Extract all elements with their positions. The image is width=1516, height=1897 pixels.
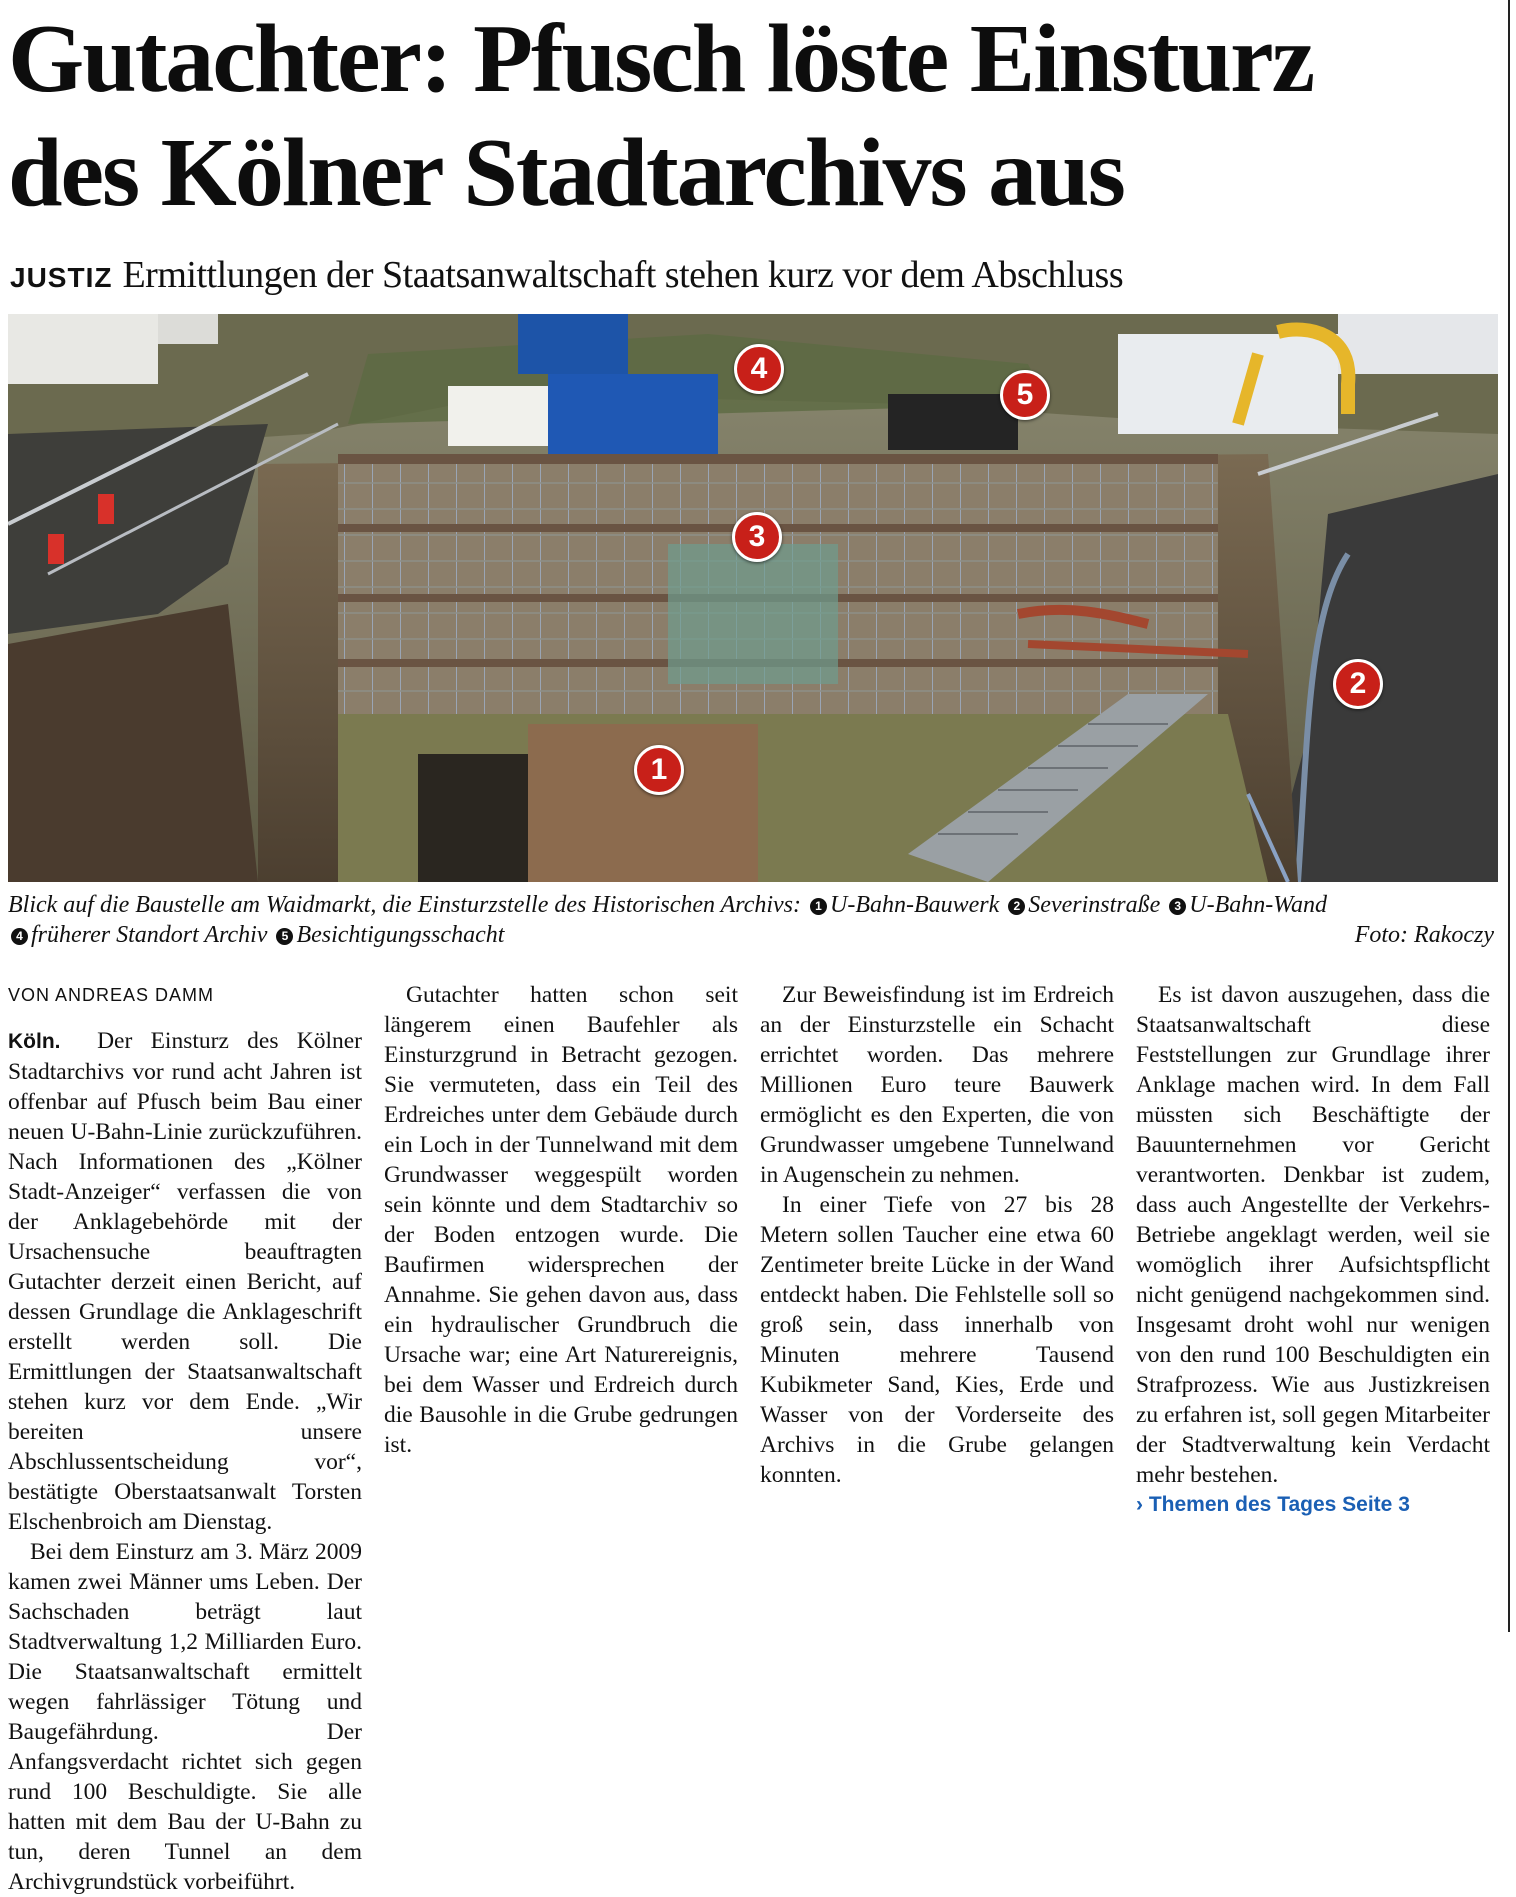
paragraph-3-text: Gutachter hatten schon seit längerem einen Baufehler als Einsturzgrund in Betracht gezogen. Sie vermuteten, dass ein Teil des Erdreiches unter dem Gebäude durch ein Loch in der Tunnelwand mit dem Grundwasser weggespült worden sein könnte und dem Stadtarchiv so der Boden entzogen wurde. Die Baufirmen widersprechen der Annahme. Sie gehen davon aus, dass ein hydraulischer Grundbruch die Ursache war; eine Art Naturereignis, bei dem Wasser und Erdreich durch die Bausohle in die Grube gedrungen ist. (384, 982, 738, 1458)
caption-number-4: 4 (11, 928, 28, 945)
photo-marker-3: 3 (732, 512, 782, 562)
photo-marker-4: 4 (734, 344, 784, 394)
photo-credit: Foto: Rakoczy (1354, 922, 1494, 948)
caption-number-2: 2 (1008, 898, 1025, 915)
caption-label-1: U-Bahn-Bauwerk (830, 892, 1000, 918)
photo-marker-2: 2 (1333, 659, 1383, 709)
paragraph-5 (760, 1190, 1114, 1490)
photo-caption (8, 890, 1498, 950)
subheadline (10, 253, 1123, 297)
caption-label-5: Besichtigungsschacht (296, 922, 505, 948)
caption-number-5: 5 (276, 928, 293, 945)
headline (8, 2, 1498, 230)
caption-label-3: U-Bahn-Wand (1189, 892, 1328, 918)
paragraph-6-text: Es ist davon auszugehen, dass die Staatsanwaltschaft diese Feststellungen zur Grundlage ihrer Anklage machen wird. In dem Fall müssten sich Beschäftigte der Bauunternehmen vor Gericht verantworten. Denkbar ist zudem, dass auch Angestellte der Verkehrs-Betriebe angeklagt werden, weil sie womöglich ihrer Aufsichtspflicht nicht genügend nachgekommen sind. Insgesamt droht wohl nur wenigen von den rund 100 Beschuldigten ein Strafprozess. Wie aus Justizkreisen zu erfahren ist, soll gegen Mitarbeiter der Stadtverwaltung kein Verdacht mehr bestehen. (1136, 982, 1490, 1488)
paragraph-4-text: Zur Beweisfindung ist im Erdreich an der Einsturzstelle ein Schacht errichtet worden. Das mehrere Millionen Euro teure Bauwerk ermöglicht es den Experten, die von Grundwasser umgebene Tunnelwand in Augenschein zu nehmen. (760, 982, 1114, 1188)
section-kicker: JUSTIZ (10, 262, 113, 293)
caption-number-3: 3 (1169, 898, 1186, 915)
caption-line-1 (8, 890, 1498, 920)
paragraph-5-text: In einer Tiefe von 27 bis 28 Metern sollen Taucher eine etwa 60 Zentimeter breite Lücke in der Wand entdeckt haben. Die Fehlstelle soll so groß sein, dass innerhalb von Minuten mehrere Tausend Kubikmeter Sand, Kies, Erde und Wasser von der Vorderseite des Archivs in die Grube gelangen konnten. (760, 1192, 1114, 1488)
right-column-rule (1508, 0, 1510, 1632)
paragraph-6 (1136, 980, 1490, 1490)
dateline: Köln. (8, 1030, 61, 1053)
cross-reference-link[interactable]: › Themen des Tages Seite 3 (1136, 1493, 1410, 1516)
paragraph-4 (760, 980, 1114, 1190)
construction-site-photo (8, 314, 1498, 882)
paragraph-3 (384, 980, 738, 1460)
photo-marker-5: 5 (1000, 370, 1050, 420)
paragraph-2-start (8, 1537, 362, 1897)
photo-illustration (8, 314, 1498, 882)
headline-line-1: Gutachter: Pfusch löste Einsturz (8, 5, 1314, 113)
caption-line-2 (8, 920, 1498, 950)
paragraph-1 (8, 1026, 362, 1537)
article-column-4 (1136, 980, 1490, 1520)
headline-line-2: des Kölner Stadtarchivs aus (8, 119, 1124, 227)
photo-marker-1: 1 (634, 745, 684, 795)
paragraph-1-text: Der Einsturz des Kölner Stadtarchivs vor rund acht Jahren ist offenbar auf Pfusch beim Bau einer neuen U-Bahn-Linie zurückzuführen. Nach Informationen des „Kölner Stadt-Anzeiger“ verfassen die von der Anklagebehörde mit der Ursachensuche beauftragten Gutachter derzeit einen Bericht, auf dessen Grundlage die Anklageschrift erstellt werden soll. Die Ermittlungen der Staatsanwaltschaft stehen kurz vor dem Ende. „Wir bereiten unsere Abschlussentscheidung vor“, bestätigte Oberstaatsanwalt Torsten Elschenbroich am Dienstag. (8, 1028, 363, 1535)
article-column-1 (8, 980, 362, 1897)
article-column-3 (760, 980, 1114, 1490)
byline: VON ANDREAS DAMM (8, 985, 215, 1005)
caption-label-4: früherer Standort Archiv (31, 922, 268, 948)
caption-intro: Blick auf die Baustelle am Waidmarkt, die Einsturzstelle des Historischen Archivs: (8, 892, 801, 918)
caption-label-2: Severinstraße (1028, 892, 1161, 918)
article-column-2 (384, 980, 738, 1460)
subtitle: Ermittlungen der Staatsanwaltschaft stehen kurz vor dem Abschluss (122, 254, 1124, 296)
caption-number-1: 1 (810, 898, 827, 915)
paragraph-2-text: Bei dem Einsturz am 3. März 2009 kamen zwei Männer ums Leben. Der Sachschaden beträgt laut Stadtverwaltung 1,2 Milliarden Euro. Die Staatsanwaltschaft ermittelt wegen fahrlässiger Tötung und Baugefährdung. Der Anfangsverdacht richtet sich gegen rund 100 Beschuldigte. Sie alle hatten mit dem Bau der U-Bahn zu tun, deren Tunnel an dem Archivgrundstück vorbeiführt. (8, 1539, 362, 1895)
